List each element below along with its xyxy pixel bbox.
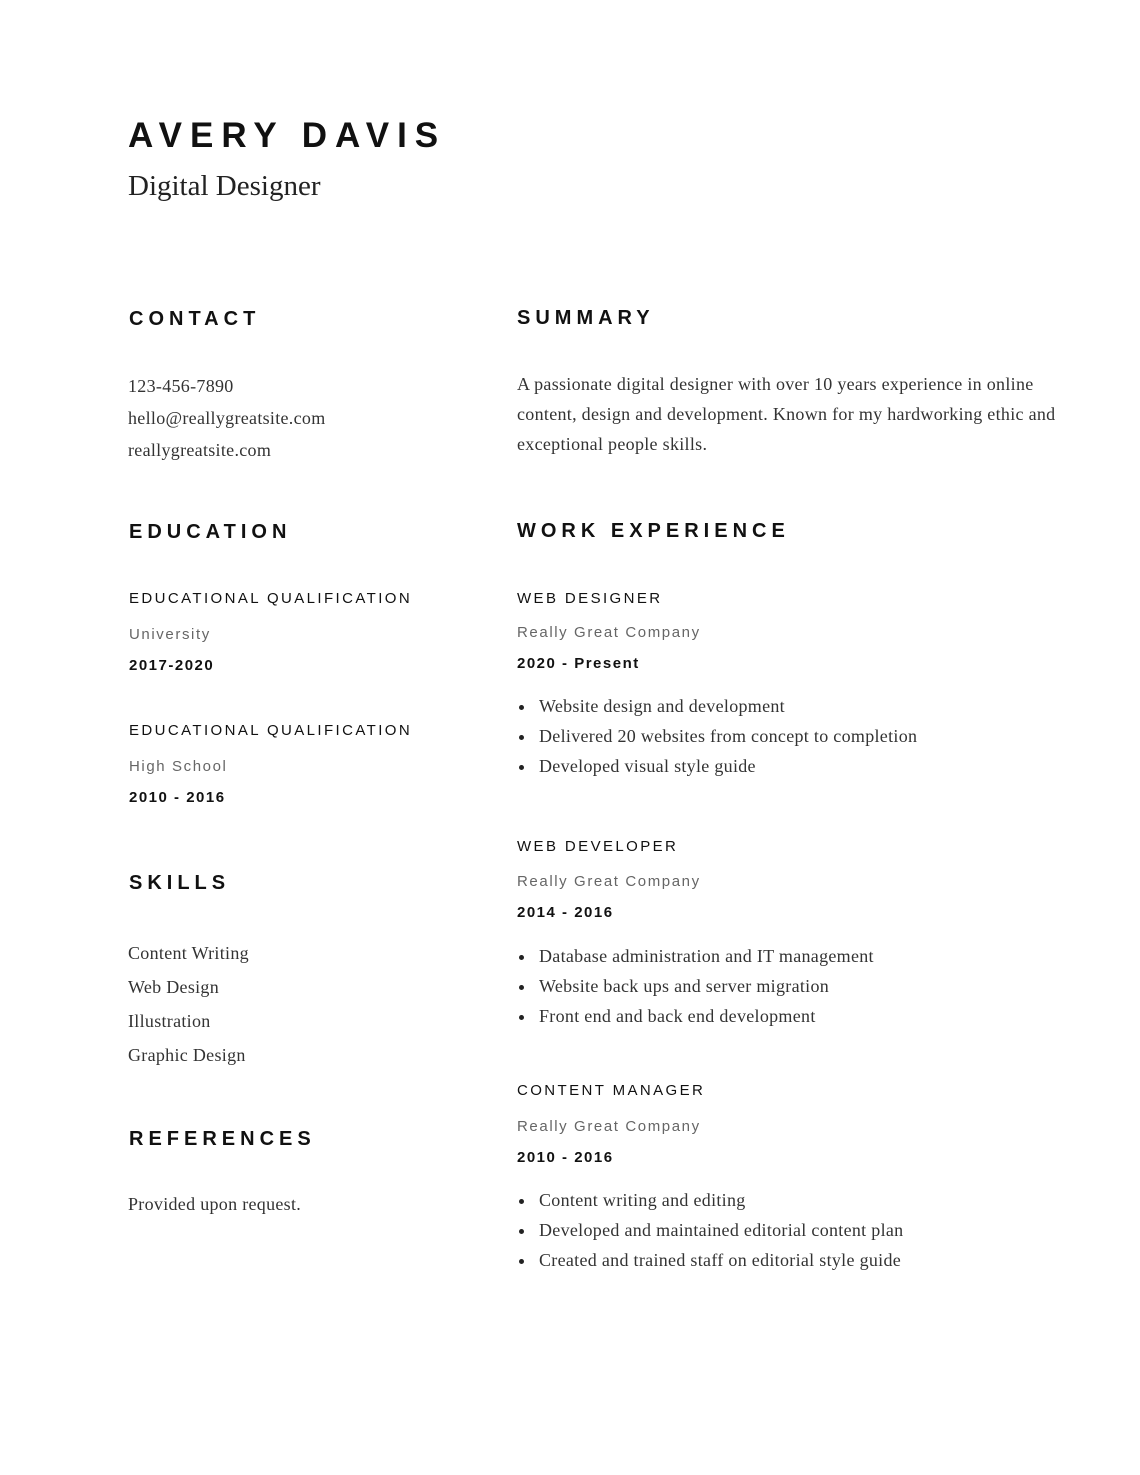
contact-phone: 123-456-7890: [128, 376, 234, 396]
job-bullet: Developed and maintained editorial content plan: [517, 1215, 903, 1245]
skill-item: Web Design: [128, 977, 220, 997]
job-bullet: Developed visual style guide: [517, 751, 917, 781]
contact-email: hello@reallygreatsite.com: [128, 408, 326, 428]
education-institution: University: [129, 626, 211, 643]
skill-item: Content Writing: [128, 943, 249, 963]
skills-heading: SKILLS: [129, 872, 231, 894]
job-years: 2020 - Present: [517, 655, 640, 672]
references-heading: REFERENCES: [129, 1128, 316, 1150]
job-bullet: Created and trained staff on editorial style guide: [517, 1245, 903, 1275]
job-bullet: Database administration and IT management: [517, 941, 874, 971]
education-years: 2017-2020: [129, 657, 215, 674]
education-institution: High School: [129, 758, 228, 775]
job-years: 2010 - 2016: [517, 1149, 614, 1166]
job-title: CONTENT MANAGER: [517, 1082, 706, 1099]
references-text: Provided upon request.: [128, 1194, 302, 1214]
summary-heading: SUMMARY: [517, 307, 655, 329]
education-years: 2010 - 2016: [129, 789, 226, 806]
job-title: WEB DEVELOPER: [517, 838, 679, 855]
skill-item: Graphic Design: [128, 1045, 246, 1065]
summary-text: A passionate digital designer with over 10 years experience in online content, design and development. Known for my hardworking ethic and exceptional people skills.: [517, 374, 1056, 454]
job-company: Really Great Company: [517, 1118, 701, 1135]
skills-list: [128, 936, 249, 1072]
job-years: 2014 - 2016: [517, 904, 614, 921]
job-company: Really Great Company: [517, 873, 701, 890]
education-title: EDUCATIONAL QUALIFICATION: [129, 590, 413, 607]
job-title: WEB DESIGNER: [517, 590, 663, 607]
contact-list: [128, 370, 326, 466]
candidate-role: Digital Designer: [128, 170, 321, 202]
job-bullets: [517, 941, 874, 1031]
job-bullets: [517, 1185, 903, 1275]
skill-item: Illustration: [128, 1011, 211, 1031]
education-heading: EDUCATION: [129, 521, 292, 543]
job-bullets: [517, 691, 917, 781]
work-heading: WORK EXPERIENCE: [517, 520, 790, 542]
contact-heading: CONTACT: [129, 308, 261, 330]
job-bullet: Website back ups and server migration: [517, 971, 874, 1001]
job-company: Really Great Company: [517, 624, 701, 641]
candidate-name: AVERY DAVIS: [128, 116, 447, 155]
job-bullet: Content writing and editing: [517, 1185, 903, 1215]
job-bullet: Delivered 20 websites from concept to completion: [517, 721, 917, 751]
job-bullet: Website design and development: [517, 691, 917, 721]
job-bullet: Front end and back end development: [517, 1001, 874, 1031]
contact-website: reallygreatsite.com: [128, 440, 272, 460]
education-title: EDUCATIONAL QUALIFICATION: [129, 722, 413, 739]
